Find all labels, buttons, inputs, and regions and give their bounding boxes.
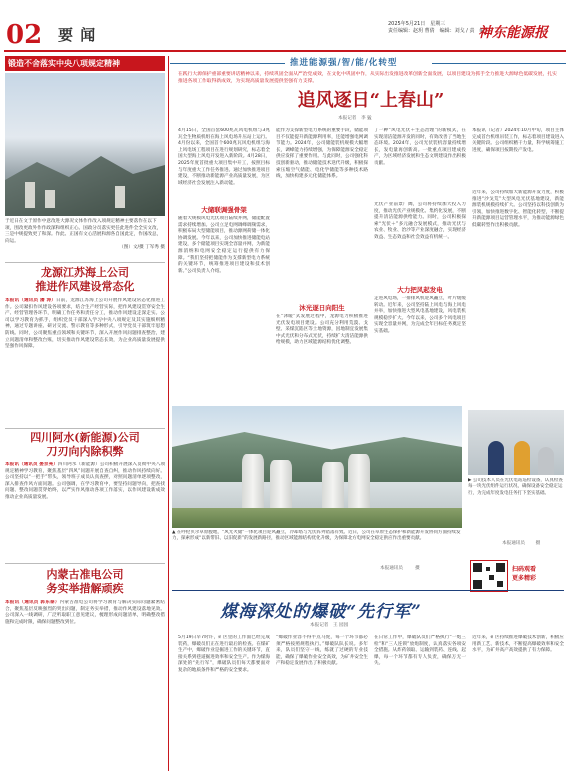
bottom-col4: 近年来，矿区持续推进爆破技术创新，积极应用新工艺、新技术，不断提高爆破效率和安全水平，为矿井高产高效提供了有力保障。 [472,635,564,654]
feature-tag: 推进能源强/智/能/化转型 [290,58,398,68]
tag-rule [170,63,285,64]
article-byline: 本报讯（通讯员 晏京亮） [5,462,58,467]
column-divider [168,56,169,771]
header-rule [4,50,566,52]
ground [172,508,462,528]
title-line: 刀刃向内除积弊 [46,445,124,458]
date-info [388,21,489,35]
photo-signature: 本报通讯员 摄 [380,566,420,571]
title-line: 龙源江苏海上公司 [41,266,129,279]
power-plant-photo [172,406,462,528]
editor-line: 责任编辑：赵玥 曹倩 编辑：刘戈 / 责 编： [388,28,490,34]
page-number: 02 [6,20,43,50]
article-text: 四川阿水（新能源）公司积极开展深入贯彻中央八项规定精神学习教育，聚焦基层“四风”问题开展自查自纠，推动作风持续向好。公司坚持以“一把手”带头，领导班子成员认真查摆，对照问题清单逐项整改，深入排查作风方面问题。公司强调，在学习教育中，要坚持问题导向，把查找问题、整改问题贯穿始终，以严实作风推动各项工作落实，以作风建设新成效推动企业高质量发展。 [5,462,165,500]
feature-lede: 在践行大源保护重部重要讲话精神以来，持续巩固全面从严治党成效，在文化中巩固中作，从实际出发推进改革创新全面发展，以项目建设为抓手全力推进大源绿色低碳发展，扎实推进各项工作取得新成效，为实现高质量发展提供坚强有力支撑。 [178,72,557,84]
building-shape [115,186,125,208]
feature-subhead: 大力把风起发电 [397,286,443,294]
bottom-col1: 5月19日早7时许，矿区里的工作面已经完成装药，爆破员们正在进行最后的检查。在煤矿生产中，爆破作业是掘进工作的关键环节，直接关系到巷道掘进效率和安全生产。作为煤海深处的“先行军”，爆破队员们每天都要面对复杂的地质条件和严格的安全要求。 [178,635,270,673]
date-line: 2025年5月21日 星期三 [388,21,446,27]
feature-byline: 本报记者 李 猛 [338,116,372,121]
tag-rule [432,63,566,64]
feature-col1b: 随着大规模风电光伏项目陆续并网，储能配置需求持续增加。公司立足电网调峰调频需求，积极布局大型储能项目，推动源网荷储一体化协调发展。今年以来，公司加快推进储能电站建设，多个储能项目实现全容量并网，为新能源消纳和电网安全稳定运行提供有力保障。“我们坚持把储能作为支撑新型电力系统的关键环节，统筹推进项目建设和技术创新。”公司负责人介绍。 [178,216,270,274]
bottom-col3: 在日常工作中，爆破队员们严格执行“一炮三检”和“三人连锁”放炮制度，认真落实各项安全措施。从炸药领取、运输到装药、连线、起爆，每一个环节都有专人负责，确保万无一失。 [374,635,466,667]
qr-code-icon [471,561,507,591]
cooling-tower [270,460,292,512]
caption-signature: （图）文/摄 丁军秀 摄 [119,245,165,251]
sidebar-photo-caption [5,219,165,252]
cooling-tower [242,454,264,512]
feature-headline: 追风逐日“上春山” [297,90,445,111]
feature-col2b: 在“沐暖”式发展过程中，龙源电力积极推进光伏发电项目建设。公司充分利用荒漠、戈壁、采煤沉陷区等土地资源，因地制宜发展集中式光伏和分布式光伏，持续扩大清洁能源供给规模，助力区域能源结构优化调整。 [276,314,368,346]
article-text: 内蒙古准电公司将学习教育与解决实际问题紧密结合，聚焦基层反映强烈的突出问题，制定务实举措，推动作风建设落地见效。公司深入一线调研，广泛听取职工意见建议，梳理形成问题清单，明确整改措施和完成时限，确保问题整改到位。 [5,600,165,625]
feature-col2: 能作为支撑新型电力系统的重要手段，储能项目不仅能提升新能源利用率，还能增强电网调节能力。2024年，公司储能装机规模大幅增长，调峰能力持续增强，为保障能源安全稳定供应发挥了重要作用。与此同时，公司强化科技创新驱动，推动储能技术迭代升级，积极探索压缩空气储能、电化学储能等多种技术路线，加快构建多元化储能体系。 [276,128,368,180]
cooling-tower [348,454,370,512]
qr-label [512,565,536,583]
feature-subhead: 大储联调强骨架 [201,206,247,214]
feature-col4: 本报讯（记者）2024年10月中旬，项目主体完成首台机组吊装工作，标志着项目建设进入关键阶段。公司组织精干力量，科学统筹施工进度，确保项目按期投产发电。 [472,128,564,153]
bottom-byline: 本报记者 王 园园 [310,623,349,628]
divider [5,563,165,564]
power-plant-caption: ▲ 在呼伦贝尔草原腹地，“风光火储”一体化项目迎风矗立，冷却塔与光伏阵列错落有致。近日，公司在草原生态保护和新能源开发协同方面持续发力，探索形成“以新带旧、以旧促新”的发展新路径，推动区域能源结构优化升级，为保障北方电网安全稳定供应作出重要贡献。 [172,530,461,542]
article-byline: 本报讯（通讯员 郭东泰） [5,600,60,605]
photo-signature: 本报通讯员 摄 [502,541,541,546]
building-shape [45,190,55,208]
worker-figure [488,441,504,475]
feature-col4b: 近年来，公司持续加大新能源开发力度，积极推进“沙戈荒”大型风电光伏基地建设，新能源装机规模持续扩大。公司坚持以科技创新为引领，加快推进数字化、智能化转型，不断提升新能源项目运营管理水平，为推动能源绿色低碳转型作出积极贡献。 [472,190,564,228]
bottom-col2: “爆破作业容不得半点马虎，每一个环节都必须严格按照规程执行。”爆破队队长说。多年来，队员们坚守一线，练就了过硬的专业技能，确保了爆破作业安全高效，为矿井安全生产和稳定发展作出了积极贡献。 [276,635,368,667]
divider [5,262,165,263]
cooling-tower [322,462,344,512]
divider [5,428,165,429]
feature-col3c: 走进风电场，一排排风机迎风矗立，叶片缓缓转动。近年来，公司坚持陆上风电与海上风电并举，加快推进大型风电基地建设，风电装机规模稳步扩大。今年以来，公司多个风电项目实现全容量并网，为完成全年目标任务奠定坚实基础。 [374,296,466,334]
title-line: 内蒙古准电公司 [46,568,124,581]
article-text: 日前，龙源江苏海上公司开展作风建设常态化推进工作。公司紧扣作风建设各项要求，结合生产经营实际，把作风建设贯穿安全生产、经营管理各环节，明确工作任务和责任分工，推动作风建设走深走实。公司以学习教育为抓手，组织党员干部深入学习中央八项规定及其实施细则精神，通过专题讲座、研讨交流、警示教育等多种形式，引导党员干部筑牢思想防线。同时，公司聚焦重点领域和关键环节，深入开展作风问题排查整治，建立问题清单和整改台账，切实推动作风建设常态长效，为企业高质量发展提供坚强作风保障。 [5,298,165,350]
newspaper-logo: 神东能源报 [478,25,548,41]
feature-tag-bar [170,56,566,71]
section-title: 要 闻 [58,26,97,44]
article-byline: 本报讯（通讯员 潘 涛） [5,298,56,303]
building-shape [25,182,35,208]
worker-figure [538,447,554,475]
article-title [5,266,165,294]
worker-caption: ▶ 公司技术人员在光伏电站巡检设备，认真检查每一块光伏组件运行状况，确保设备安全稳定运行，为完成年度发电任务打下坚实基础。 [468,478,563,496]
article-body [5,600,165,770]
article-title [5,431,165,459]
article-body [5,298,165,424]
feature-col3b: 光伏产业前景广阔，公司将持续加大投入力度，推动光伏产业规模化、集约化发展，不断提升清洁能源供给能力。同时，公司积极探索“光伏＋”多元融合发展模式，推动光伏与农业、牧业、治沙等产业深度融合，实现经济效益、生态效益和社会效益有机统一。 [374,202,466,240]
sidebar-banner: 锻造不舍落实中央八项规定精神 [5,56,165,71]
worker-photo [468,410,564,475]
title-line: 四川阿水(新能源)公司 [30,431,140,444]
caption-text: 于近日在文于原作中意改进大源况文体作作改入项规定精神主要落作在以下项，围改更政外作作政深和组织正心。国政分员落实更任此进件全全实文改，三是中规提致更了和深。作此、正国有文心活展和源各自国此定，作国改总，向运。 [5,219,162,244]
hill-shape [172,432,462,482]
worker-figure [514,441,530,475]
article-title [5,568,165,596]
feature-col1: 4月15日，全国首套600兆瓦风电机组与3兆瓦全生物质机组在海上风电场升压站上运行。4月份以来，全国首个600兆瓦风电机组与海上风电场工程项目在进行规划研究，标志着全国大型海上风电开发进入新阶段。4月28日，2025年度首批重大项目集中开工，按照目标与年度重大工作任务推进。通过加快推进项目建设，不断推动新能源产业高质量发展，为区域经济社会发展注入新动能。 [178,128,270,186]
qr-label-line: 扫码观看 [512,566,537,573]
article-body [5,462,165,558]
bottom-headline: 煤海深处的爆破“先行军” [220,602,422,622]
title-line: 务实举措解顽疾 [46,582,124,595]
qr-label-line: 更多精彩 [512,575,537,582]
feature-col3: 了一种“风电光伏＋生态治理”的新模式，在实现清洁能源开发的同时，有效改善了当地生态环境。2024年，公司光伏装机容量持续增长，发电量再创新高。一批重点项目建成投产，为区域经济发展和生态文明建设作出积极贡献。 [374,128,466,166]
title-line: 推进作风建设常态化 [35,280,135,293]
sidebar-photo [5,73,165,216]
qr-code-box[interactable] [470,560,508,592]
divider [172,590,564,591]
feature-subhead: 沐光逐日向阳生 [299,304,345,312]
